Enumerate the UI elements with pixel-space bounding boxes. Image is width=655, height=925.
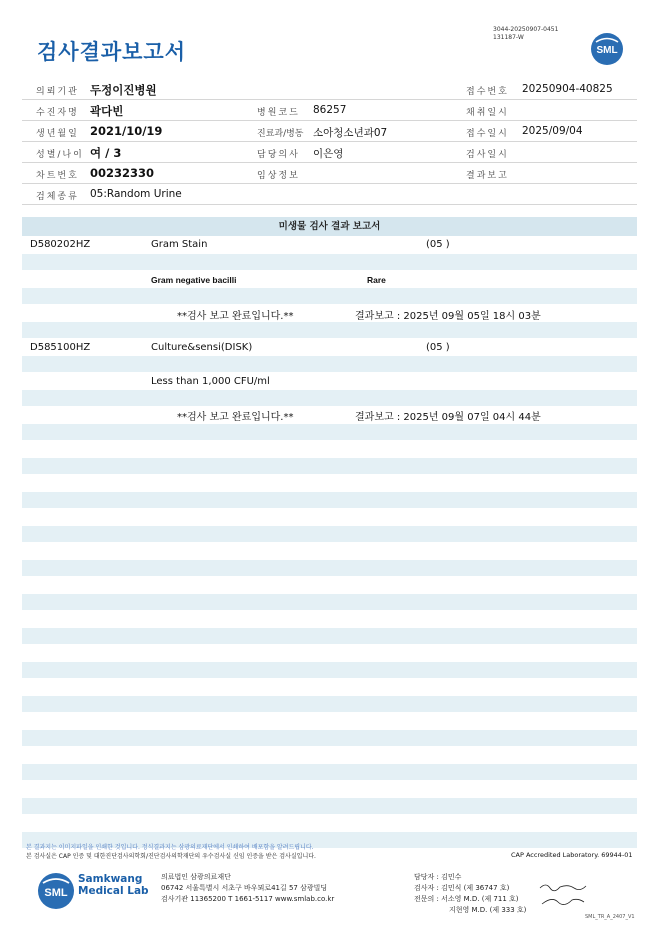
signature-icon bbox=[538, 880, 588, 914]
institution-value: 두정이진병원 bbox=[90, 83, 157, 97]
specimen-type: 05:Random Urine bbox=[90, 188, 182, 200]
info-row-specimen: 검체종류 05:Random Urine bbox=[22, 184, 637, 205]
result-band bbox=[22, 390, 637, 406]
test-name: Culture&sensi(DISK) bbox=[151, 342, 253, 353]
receipt-date: 2025/09/04 bbox=[522, 125, 583, 137]
test-name: Gram Stain bbox=[151, 239, 208, 250]
page-title: 검사결과보고서 bbox=[37, 40, 187, 64]
finding: Less than 1,000 CFU/ml bbox=[151, 376, 270, 387]
result-band bbox=[22, 254, 637, 270]
samkwang-logo-icon bbox=[37, 872, 75, 914]
result-band bbox=[22, 662, 637, 678]
report-time: 결과보고 : 2025년 09월 05일 18시 03분 bbox=[355, 311, 541, 322]
result-band bbox=[22, 730, 637, 746]
result-band bbox=[22, 424, 637, 440]
department: 소아청소년과07 bbox=[313, 127, 388, 139]
test-count: (05 ) bbox=[426, 239, 450, 250]
cap-accreditation: CAP Accredited Laboratory. 69944-01 bbox=[511, 851, 633, 859]
finding: Gram negative bacilli bbox=[151, 275, 237, 285]
report-time: 결과보고 : 2025년 09월 07일 04시 44분 bbox=[355, 412, 541, 423]
result-band bbox=[22, 356, 637, 372]
patient-name: 곽다빈 bbox=[90, 104, 124, 118]
result-band bbox=[22, 594, 637, 610]
result-band bbox=[22, 458, 637, 474]
staff-list: 담당자 : 김민수 검사자 : 김민식 (제 36747 호) 전문의 : 서소영 M.D. (제 711 호) 지현영 M.D. (제 333 호) bbox=[414, 873, 527, 914]
result-band bbox=[22, 288, 637, 304]
form-code: SML_TR_A_2407_V1 bbox=[585, 914, 635, 920]
result-band bbox=[22, 798, 637, 814]
svg-text:SML: SML bbox=[596, 45, 618, 56]
result-band bbox=[22, 492, 637, 508]
result-band bbox=[22, 560, 637, 576]
result-band bbox=[22, 526, 637, 542]
finding-grade: Rare bbox=[367, 275, 386, 285]
result-band bbox=[22, 764, 637, 780]
info-row-institution: 의뢰기관 두정이진병원 접수번호 20250904-40825 bbox=[22, 79, 637, 100]
doctor-name: 이은영 bbox=[313, 148, 344, 160]
result-band bbox=[22, 696, 637, 712]
info-row-birth: 생년월일 2021/10/19 진료과/병동 소아청소년과07 접수일시 2025/09/04 bbox=[22, 121, 637, 142]
sml-logo-icon bbox=[590, 32, 624, 66]
hospital-code: 86257 bbox=[313, 104, 347, 116]
report-complete-message: **검사 보고 완료입니다.** bbox=[177, 311, 294, 322]
lab-address: 의료법인 삼광의료재단 06742 서울특별시 서초구 바우뫼로41길 57 삼광빌딩 검사기관 11365200 T 1661-5117 www.smlab.co.kr bbox=[161, 873, 335, 903]
svg-text:SML: SML bbox=[44, 887, 68, 899]
footer-note-image: 본 결과지는 이미지파일을 인쇄한 것입니다. 정식결과지는 삼광의료재단에서 인쇄하여 배포함을 알려드립니다. bbox=[26, 844, 314, 851]
report-complete-message: **검사 보고 완료입니다.** bbox=[177, 412, 294, 423]
section-header: 미생물 검사 결과 보고서 bbox=[22, 217, 637, 236]
info-row-chart: 차트번호 00232330 임상정보 결과보고 bbox=[22, 163, 637, 184]
footer-note-cap: 본 검사실은 CAP 인증 및 대한진단검사의학회/진단검사의학재단의 우수검사실 신임 인증을 받은 검사실입니다. bbox=[26, 853, 316, 860]
result-band bbox=[22, 322, 637, 338]
birth-date: 2021/10/19 bbox=[90, 124, 163, 138]
info-row-sex: 성별/나이 여 / 3 담당의사 이은영 검사일시 bbox=[22, 142, 637, 163]
chart-number: 00232330 bbox=[90, 166, 155, 180]
receipt-number: 20250904-40825 bbox=[522, 83, 613, 95]
result-band bbox=[22, 628, 637, 644]
document-code: 3044-20250907-0451 131187-W bbox=[493, 26, 559, 41]
test-count: (05 ) bbox=[426, 342, 450, 353]
lab-name: Samkwang Medical Lab bbox=[78, 873, 149, 897]
info-row-patient: 수진자명 곽다빈 병원코드 86257 채취일시 bbox=[22, 100, 637, 121]
test-code: D585100HZ bbox=[30, 342, 91, 353]
test-code: D580202HZ bbox=[30, 239, 91, 250]
sex-age: 여 / 3 bbox=[90, 146, 122, 160]
